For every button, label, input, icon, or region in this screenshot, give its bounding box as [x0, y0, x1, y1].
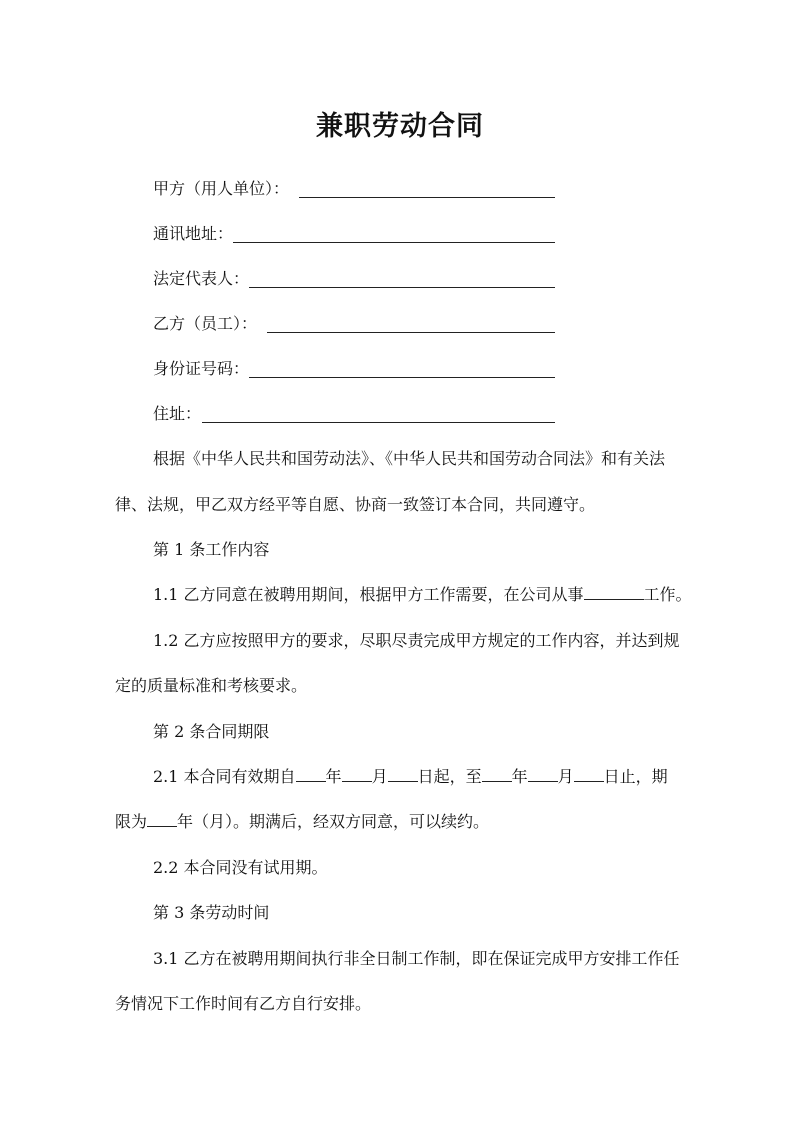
start-year-blank[interactable]	[296, 763, 326, 782]
clause-2-1-text-a: 2.1 本合同有效期自	[153, 767, 296, 786]
clause-3-1-line-2: 务情况下工作时间有乙方自行安排。	[115, 994, 372, 1013]
clause-1-1-text-b: 工作。	[643, 585, 692, 604]
end-year-blank[interactable]	[482, 763, 512, 782]
address-blank[interactable]	[233, 242, 555, 243]
clause-2-1-year-1: 年	[325, 767, 342, 786]
job-type-blank[interactable]	[584, 581, 644, 600]
clause-2-1-month-1: 月	[371, 767, 388, 786]
legal-representative-field	[153, 266, 249, 292]
party-a-label: 甲方（用人单位）：	[153, 179, 290, 198]
clause-2-1-line-1	[153, 754, 728, 800]
clause-1-2-line-2: 定的质量标准和考核要求。	[115, 676, 308, 695]
party-b-field	[153, 311, 257, 337]
end-month-blank[interactable]	[528, 763, 558, 782]
party-a-blank[interactable]	[299, 197, 555, 198]
start-day-blank[interactable]	[388, 763, 418, 782]
clause-2-1-line-2	[115, 799, 690, 845]
address-field	[153, 221, 233, 247]
clause-2-1-line-2-text-a: 限为	[115, 812, 148, 831]
residence-blank[interactable]	[202, 422, 555, 423]
article-3-heading: 第 3 条劳动时间	[153, 903, 270, 922]
party-a-field	[153, 176, 289, 202]
id-number-blank[interactable]	[249, 377, 555, 378]
term-length-blank[interactable]	[147, 808, 177, 827]
preamble-line-2: 律、法规，甲乙双方经平等自愿、协商一致签订本合同，共同遵守。	[115, 495, 596, 514]
residence-field	[153, 401, 201, 427]
id-number-field	[153, 356, 249, 382]
start-month-blank[interactable]	[342, 763, 372, 782]
clause-2-1-day-1: 日起，至	[417, 767, 482, 786]
address-label: 通讯地址：	[153, 224, 234, 243]
preamble-line-1: 根据《中华人民共和国劳动法》、《中华人民共和国劳动合同法》和有关法	[153, 449, 666, 468]
clause-1-1	[153, 572, 728, 618]
clause-2-1-year-2: 年	[511, 767, 528, 786]
clause-1-1-text-a: 1.1 乙方同意在被聘用期间，根据甲方工作需要，在公司从事	[153, 585, 584, 604]
party-b-label: 乙方（员工）：	[153, 314, 258, 333]
article-2-heading: 第 2 条合同期限	[153, 722, 270, 741]
clause-2-2: 2.2 本合同没有试用期。	[153, 858, 328, 877]
document-title: 兼职劳动合同	[316, 111, 484, 142]
party-b-blank[interactable]	[267, 332, 555, 333]
clause-3-1-line-1: 3.1 乙方在被聘用期间执行非全日制工作制，即在保证完成甲方安排工作任	[153, 949, 680, 968]
legal-representative-blank[interactable]	[249, 287, 555, 288]
residence-label: 住址：	[153, 404, 202, 423]
end-day-blank[interactable]	[574, 763, 604, 782]
clause-2-1-line-2-text-b: 年（月）。期满后，经双方同意，可以续约。	[177, 812, 490, 831]
clause-2-1-day-2: 日止，期	[603, 767, 668, 786]
article-1-heading: 第 1 条工作内容	[153, 540, 270, 559]
legal-representative-label: 法定代表人：	[153, 269, 250, 288]
clause-1-2-line-1: 1.2 乙方应按照甲方的要求，尽职尽责完成甲方规定的工作内容，并达到规	[153, 631, 680, 650]
id-number-label: 身份证号码：	[153, 359, 250, 378]
clause-2-1-month-2: 月	[557, 767, 574, 786]
